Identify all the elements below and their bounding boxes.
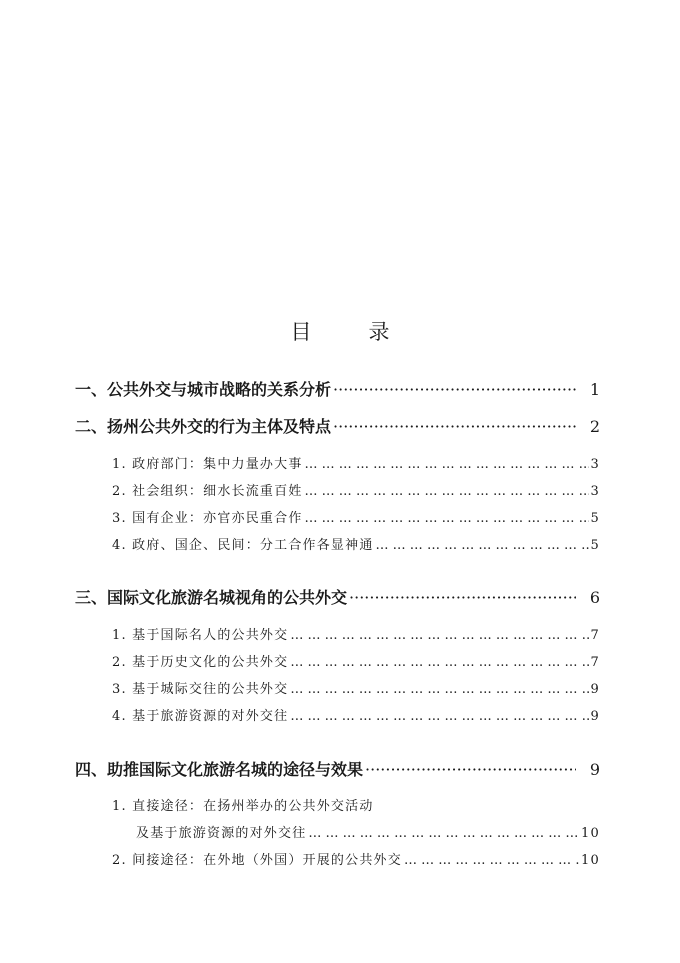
leader-dots — [290, 709, 588, 724]
toc-page-number: 10 — [581, 826, 600, 841]
toc-subsection-label: 1. 政府部门：集中力量办大事 — [112, 457, 303, 472]
toc-subsection[interactable] — [112, 678, 600, 697]
leader-dots — [349, 588, 576, 607]
toc-subsection[interactable] — [112, 651, 600, 670]
toc-subsection-label: 4. 基于旅游资源的对外交往 — [112, 709, 289, 724]
toc-subsection[interactable] — [112, 624, 600, 643]
leader-dots — [290, 655, 588, 670]
toc-page-number: 3 — [590, 484, 600, 499]
toc-subsection-label: 及基于旅游资源的对外交往 — [136, 826, 307, 841]
toc-subsection-continuation[interactable] — [136, 822, 600, 841]
toc-page-number: 5 — [590, 511, 600, 526]
toc-section[interactable] — [75, 585, 600, 608]
toc-subsection-label: 3. 国有企业：亦官亦民重合作 — [112, 511, 303, 526]
toc-subsection-label: 4. 政府、国企、民间：分工合作各显神通 — [112, 538, 374, 553]
toc-page-number: 7 — [590, 628, 600, 643]
toc-section-label: 三、国际文化旅游名城视角的公共外交 — [75, 588, 348, 607]
leader-dots — [376, 538, 589, 553]
leader-dots — [365, 760, 576, 779]
toc-page-number: 3 — [590, 457, 600, 472]
toc-subsection[interactable] — [112, 795, 600, 814]
toc-section[interactable] — [75, 414, 600, 437]
toc-subsection[interactable] — [112, 534, 600, 553]
leader-dots — [305, 484, 589, 499]
toc-subsection-label: 2. 社会组织：细水长流重百姓 — [112, 484, 303, 499]
toc-page-number: 1 — [589, 380, 600, 399]
toc-subsection-label: 3. 基于城际交往的公共外交 — [112, 682, 289, 697]
toc-subsection[interactable] — [112, 507, 600, 526]
toc-page-number: 2 — [589, 417, 600, 436]
toc-section-label: 一、公共外交与城市战略的关系分析 — [75, 380, 332, 399]
toc-section-label: 二、扬州公共外交的行为主体及特点 — [75, 417, 332, 436]
toc-subsection[interactable] — [112, 480, 600, 499]
toc-subsection-label: 1. 直接途径：在扬州举办的公共外交活动 — [112, 799, 374, 814]
toc-page-number: 9 — [590, 682, 600, 697]
toc-section-label: 四、助推国际文化旅游名城的途径与效果 — [75, 760, 364, 779]
leader-dots — [290, 682, 588, 697]
toc-page-number: 9 — [589, 760, 600, 779]
leader-dots — [305, 511, 589, 526]
toc-subsection-label: 2. 基于历史文化的公共外交 — [112, 655, 289, 670]
leader-dots — [308, 826, 579, 841]
leader-dots — [333, 417, 576, 436]
toc-page-number: 10 — [581, 853, 600, 868]
toc-subsection-label: 2. 间接途径：在外地（外国）开展的公共外交 — [112, 853, 402, 868]
leader-dots — [333, 380, 576, 399]
toc-page-number: 7 — [590, 655, 600, 670]
toc-page-number: 9 — [590, 709, 600, 724]
toc-subsection[interactable] — [112, 849, 600, 868]
leader-dots — [305, 457, 589, 472]
toc-subsection-label: 1. 基于国际名人的公共外交 — [112, 628, 289, 643]
toc-subsection[interactable] — [112, 705, 600, 724]
leader-dots — [290, 628, 588, 643]
toc-page-number: 6 — [589, 588, 600, 607]
toc-section[interactable] — [75, 757, 600, 780]
toc-subsection[interactable] — [112, 453, 600, 472]
toc-title: 目 录 — [290, 320, 408, 344]
toc-section[interactable] — [75, 377, 600, 400]
leader-dots — [404, 853, 579, 868]
toc-page-number: 5 — [590, 538, 600, 553]
